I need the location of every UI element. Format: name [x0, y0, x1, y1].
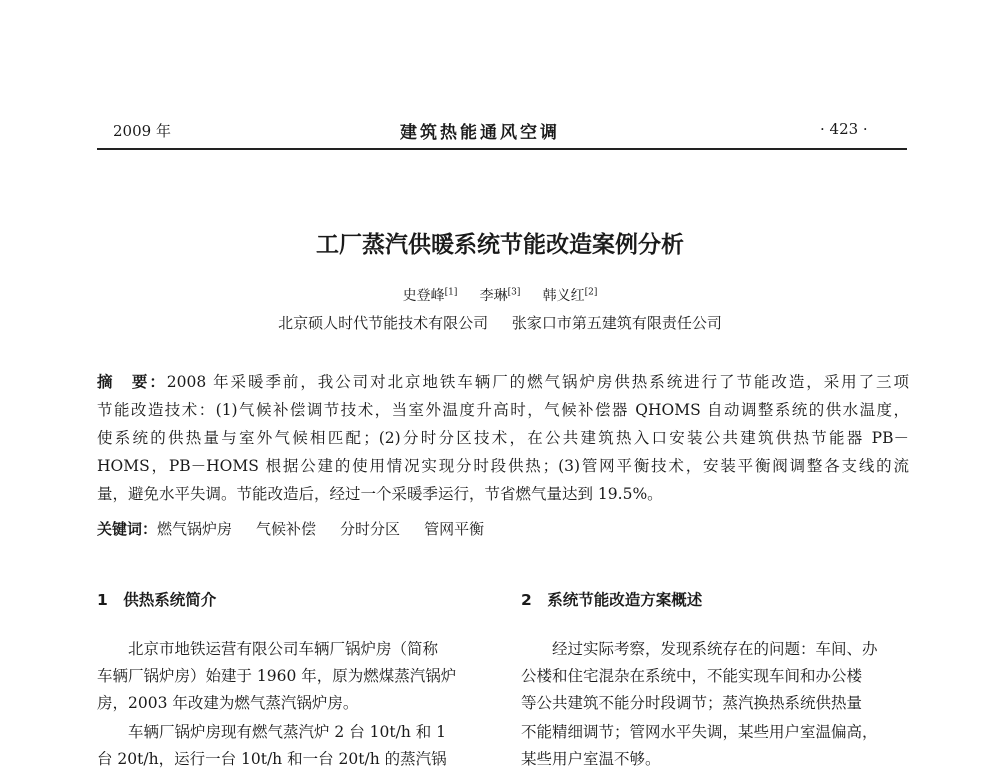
author-name: 李琳 — [479, 288, 508, 304]
keywords — [97, 518, 508, 539]
section-2-line: 等公共建筑不能分时段调节；蒸汽换热系统供热量 — [521, 694, 863, 712]
author-name: 史登峰 — [402, 288, 445, 304]
author-ref: [1] — [444, 287, 458, 298]
author-ref: [2] — [584, 287, 598, 298]
keywords-label: 关键词： — [97, 520, 158, 538]
section-1-line: 房，2003 年改建为燃气蒸汽锅炉房。 — [97, 694, 359, 712]
author-name: 韩义红 — [542, 288, 585, 304]
page-number: · 423 · — [820, 120, 868, 138]
section-2-line: 不能精细调节；管网水平失调，某些用户室温偏高， — [521, 723, 878, 741]
author-ref: [3] — [507, 287, 521, 298]
abstract-line: 使系统的供热量与室外气候相匹配；(2)分时分区技术，在公共建筑热入口安装公共建筑供热节能器 PB－ — [97, 429, 909, 447]
section-2-line: 公楼和住宅混杂在系统中，不能实现车间和办公楼 — [521, 667, 863, 685]
header-rule — [97, 148, 907, 150]
author-list — [0, 285, 1000, 305]
affiliations — [0, 312, 1000, 333]
section-1-line: 北京市地铁运营有限公司车辆厂锅炉房（简称 — [97, 640, 439, 658]
abstract-text: 2008 年采暖季前，我公司对北京地铁车辆厂的燃气锅炉房供热系统进行了节能改造，采用了三项 — [166, 373, 909, 391]
keyword: 燃气锅炉房 — [157, 520, 233, 538]
section-1-heading: 1 供热系统简介 — [97, 591, 217, 609]
section-1-line: 台 20t/h，运行一台 10t/h 和一台 20t/h 的蒸汽锅 — [97, 750, 447, 768]
affiliation-2: 张家口市第五建筑有限责任公司 — [511, 314, 722, 332]
section-1-line: 车辆厂锅炉房现有燃气蒸汽炉 2 台 10t/h 和 1 — [97, 723, 447, 741]
affiliation-1: 北京硕人时代节能技术有限公司 — [278, 314, 489, 332]
section-1-line: 车辆厂锅炉房）始建于 1960 年，原为燃煤蒸汽锅炉 — [97, 667, 457, 685]
article-title: 工厂蒸汽供暖系统节能改造案例分析 — [316, 232, 684, 258]
section-2-line: 某些用户室温不够。 — [521, 750, 661, 768]
section-2-heading: 2 系统节能改造方案概述 — [521, 591, 703, 609]
abstract-label: 摘 要： — [97, 373, 167, 391]
abstract-line: 量，避免水平失调。节能改造后，经过一个采暖季运行，节省燃气量达到 19.5%。 — [97, 485, 663, 503]
journal-name: 建筑热能通风空调 — [400, 123, 560, 143]
keyword: 气候补偿 — [256, 520, 317, 538]
keyword: 分时分区 — [340, 520, 401, 538]
abstract-line: HOMS，PB－HOMS 根据公建的使用情况实现分时段供热；(3)管网平衡技术，安装平衡阀调整各支线的流 — [97, 457, 909, 475]
keyword: 管网平衡 — [424, 520, 485, 538]
header-year: 2009 年 — [113, 122, 171, 140]
abstract-line: 节能改造技术：(1)气候补偿调节技术，当室外温度升高时，气候补偿器 QHOMS 自动调整系统的供水温度， — [97, 401, 909, 419]
abstract-line — [97, 369, 909, 395]
section-2-line: 经过实际考察，发现系统存在的问题：车间、办 — [521, 640, 878, 658]
